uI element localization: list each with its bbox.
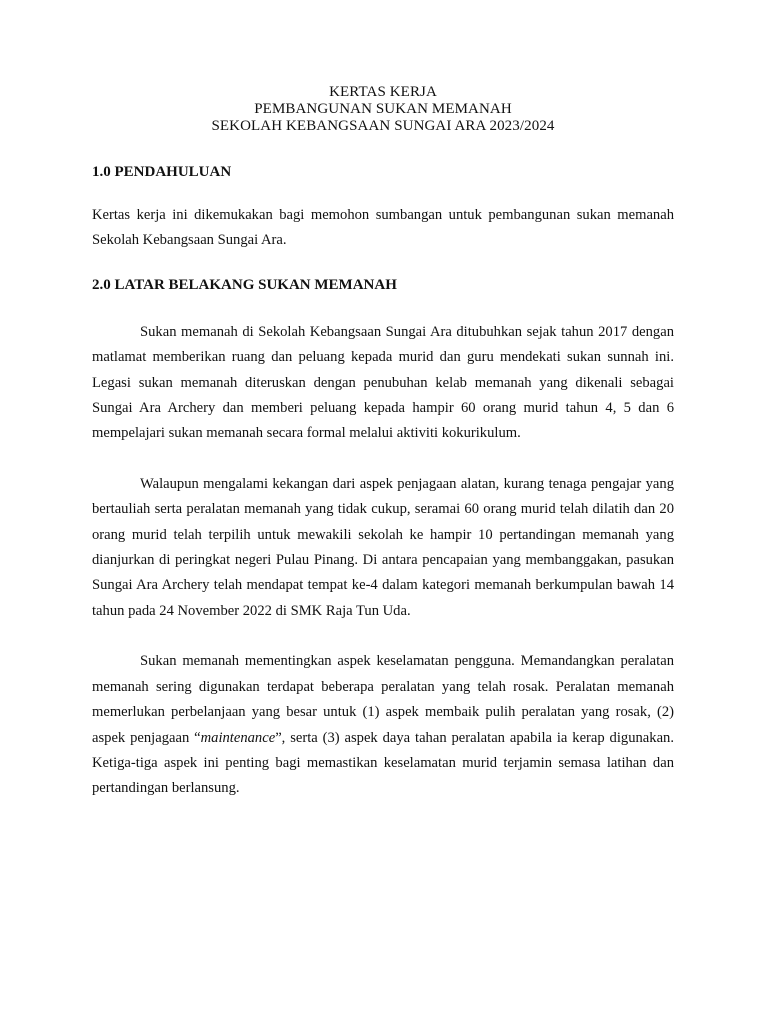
title-line-2: PEMBANGUNAN SUKAN MEMANAH: [254, 101, 512, 117]
section-heading-latar-belakang: 2.0 LATAR BELAKANG SUKAN MEMANAH: [92, 276, 397, 293]
background-paragraph-1: Sukan memanah di Sekolah Kebangsaan Sungai Ara ditubuhkan sejak tahun 2017 dengan matlamat memberikan ruang dan peluang kepada murid dan guru mendekati sukan sunnah ini. Legasi sukan memanah diteruskan dengan penubuhan kelab memanah yang dikenali sebagai Sungai Ara Archery dan memberi peluang kepada hampir 60 orang murid tahun 4, 5 dan 6 mempelajari sukan memanah secara formal melalui aktiviti kokurikulum.: [92, 323, 674, 442]
background-paragraph-2: Walaupun mengalami kekangan dari aspek penjagaan alatan, kurang tenaga pengajar yang bertauliah serta peralatan memanah yang tidak cukup, seramai 60 orang murid telah dilatih dan 20 orang murid telah terpilih untuk mewakili sekolah ke hampir 10 pertandingan memanah yang dianjurkan di peringkat negeri Pulau Pinang. Di antara pencapaian yang membanggakan, pasukan Sungai Ara Archery telah mendapat tempat ke-4 dalam kategori memanah berkumpulan bawah 14 tahun pada 24 November 2022 di SMK Raja Tun Uda.: [92, 475, 674, 619]
intro-paragraph: Kertas kerja ini dikemukakan bagi memohon sumbangan untuk pembangunan sukan memanah Sekolah Kebangsaan Sungai Ara.: [92, 207, 674, 249]
document-title: [92, 84, 674, 135]
title-line-3: SEKOLAH KEBANGSAAN SUNGAI ARA 2023/2024: [211, 118, 555, 134]
section-heading-pendahuluan: 1.0 PENDAHULUAN: [92, 164, 232, 180]
paragraph-3-text-start: Sukan memanah mementingkan aspek keselamatan pengguna. Memandangkan peralatan memanah sering digunakan terdapat beberapa peralatan yang telah rosak. Peralatan memanah memerlukan perbelanjaan yang besar untuk (1) aspek membaik pulih peralatan yang rosak, (2) aspek penjagaan “: [92, 653, 674, 746]
background-paragraph-3: [92, 649, 674, 801]
maintenance-term: maintenance: [200, 729, 276, 746]
document-page: [92, 84, 674, 802]
paragraph-3-text-end: ”, serta (3) aspek daya tahan peralatan apabila ia kerap digunakan. Ketiga-tiga aspek ini penting bagi memastikan keselamatan murid terjamin semasa latihan dan pertandingan berlansung.: [92, 729, 674, 797]
title-line-1: KERTAS KERJA: [329, 84, 437, 100]
